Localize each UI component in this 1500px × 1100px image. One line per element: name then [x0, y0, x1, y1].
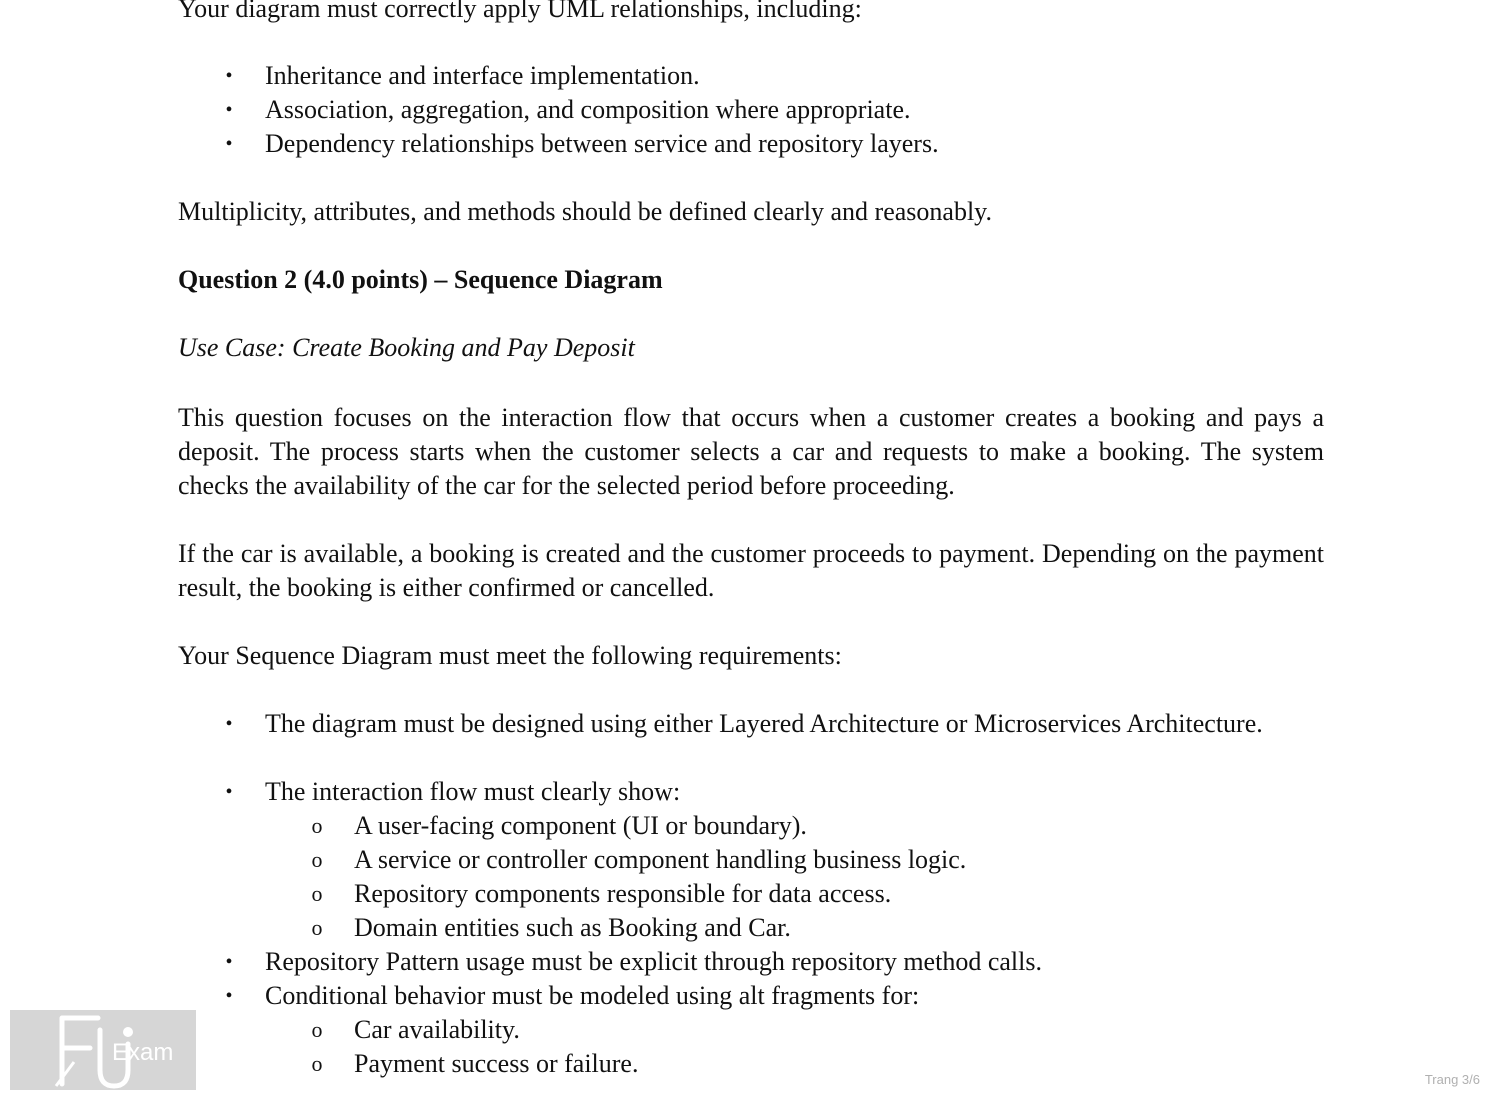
- multiplicity-paragraph: Multiplicity, attributes, and methods should be defined clearly and reasonably.: [178, 197, 992, 226]
- bullet-marker: •: [225, 99, 233, 121]
- question-heading: Question 2 (4.0 points) – Sequence Diagram: [178, 265, 663, 294]
- requirement-item: Repository Pattern usage must be explicit through repository method calls.: [265, 947, 1042, 976]
- uml-list-item: Dependency relationships between service and repository layers.: [265, 129, 939, 158]
- requirement-subitem: Domain entities such as Booking and Car.: [354, 913, 791, 942]
- sub-bullet-marker: o: [311, 813, 323, 838]
- requirement-subitem: Payment success or failure.: [354, 1049, 639, 1078]
- use-case-title: Use Case: Create Booking and Pay Deposit: [178, 333, 635, 362]
- page-number: Trang 3/6: [1424, 1072, 1480, 1087]
- watermark-label: Exam: [112, 1039, 174, 1066]
- bullet-marker: •: [225, 713, 233, 735]
- description-paragraph: This question focuses on the interaction flow that occurs when a customer creates a booking and pays a deposit. The process starts when the customer selects a car and requests to make a booking. The system checks the availability of the car for the selected period before proceeding.: [178, 403, 1324, 500]
- uml-list-item: Inheritance and interface implementation.: [265, 61, 700, 90]
- bullet-marker: •: [225, 65, 233, 87]
- requirement-subitem: A user-facing component (UI or boundary).: [354, 811, 807, 840]
- uml-intro-line: Your diagram must correctly apply UML relationships, including:: [178, 0, 862, 23]
- bullet-marker: •: [225, 133, 233, 155]
- bullet-marker: •: [225, 951, 233, 973]
- requirement-item: The interaction flow must clearly show:: [265, 777, 681, 806]
- fu-logo-icon: [10, 1010, 196, 1090]
- sub-bullet-marker: o: [311, 1017, 323, 1042]
- sub-bullet-marker: o: [311, 847, 323, 872]
- description-paragraph: If the car is available, a booking is created and the customer proceeds to payment. Depending on the payment result, the booking is either confirmed or cancelled.: [178, 539, 1324, 602]
- requirement-subitem: Repository components responsible for data access.: [354, 879, 892, 908]
- bullet-marker: •: [225, 985, 233, 1007]
- requirement-subitem: A service or controller component handling business logic.: [354, 845, 967, 874]
- requirements-intro: Your Sequence Diagram must meet the following requirements:: [178, 641, 842, 670]
- fu-exam-watermark-logo: [10, 1010, 196, 1090]
- requirement-subitem: Car availability.: [354, 1015, 520, 1044]
- bullet-marker: •: [225, 781, 233, 803]
- sub-bullet-marker: o: [311, 881, 323, 906]
- sub-bullet-marker: o: [311, 915, 323, 940]
- sub-bullet-marker: o: [311, 1051, 323, 1076]
- requirement-item: The diagram must be designed using either Layered Architecture or Microservices Architecture.: [265, 709, 1263, 738]
- uml-list-item: Association, aggregation, and composition where appropriate.: [265, 95, 911, 124]
- requirement-item: Conditional behavior must be modeled using alt fragments for:: [265, 981, 920, 1010]
